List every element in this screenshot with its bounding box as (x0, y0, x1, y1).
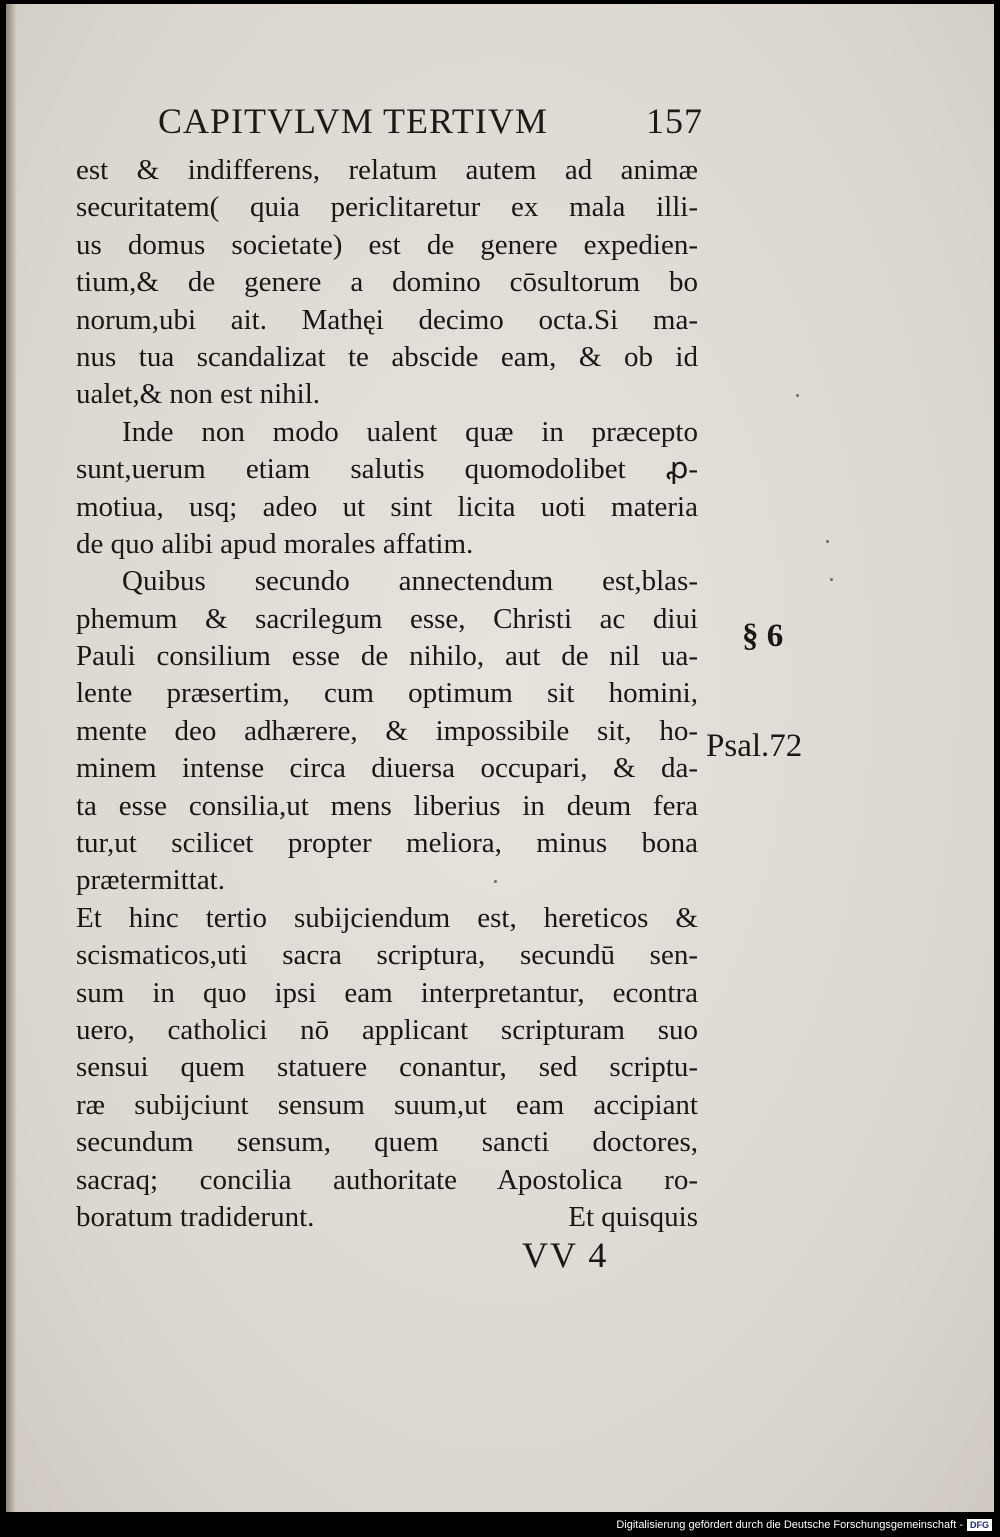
last-line (76, 1199, 698, 1236)
text-line: de quo alibi apud morales affatim. (76, 527, 474, 560)
text-line-end: boratum tradiderunt. (76, 1200, 315, 1233)
text-line: ræ subijciunt sensum suum,ut eam accipiant (76, 1088, 698, 1121)
text-line: lente præsertim, cum optimum sit homini, (76, 677, 698, 710)
text-line: ta esse consilia,ut mens liberius in deum fera (76, 789, 698, 822)
paragraph-first-line: Inde non modo ualent quæ in præcepto (122, 415, 698, 448)
digitization-footer (616, 1516, 992, 1534)
text-line: sacraq; concilia authoritate Apostolica ro- (76, 1163, 698, 1196)
chapter-heading: CAPITVLVM TERTIVM (158, 101, 548, 141)
main-text-block (76, 152, 698, 1236)
text-line: sensui quem statuere conantur, sed scriptu- (76, 1051, 698, 1084)
folio-number: 157 (646, 101, 703, 141)
catchword: Et quisquis (568, 1200, 698, 1233)
paper-speck (830, 578, 833, 581)
running-head (158, 100, 703, 142)
text-line: uero, catholici nō applicant scripturam suo (76, 1013, 698, 1046)
text-line: secundum sensum, quem sancti doctores, (76, 1126, 698, 1159)
text-line: mente deo adhærere, & impossibile sit, ho- (76, 714, 698, 747)
text-line: phemum & sacrilegum esse, Christi ac diui (76, 602, 698, 635)
text-line: sunt,uerum etiam salutis quomodolibet ꝓ- (76, 453, 698, 486)
dfg-logo-icon: DFG (967, 1519, 992, 1531)
text-line: est & indifferens, relatum autem ad animæ (76, 154, 698, 186)
text-line: motiua, usq; adeo ut sint licita uoti materia (76, 490, 698, 523)
text-line: sum in quo ipsi eam interpretantur, econtra (76, 976, 698, 1009)
page-binding-edge (6, 4, 16, 1512)
text-line: tium,& de genere a domino cōsultorum bo (76, 266, 698, 299)
footer-credit: Digitalisierung gefördert durch die Deutsche Forschungsgemeinschaft - (616, 1519, 963, 1531)
text-line: Pauli consilium esse de nihilo, aut de nil ua- (76, 640, 698, 673)
marginal-note-section: § 6 (742, 618, 784, 654)
signature-mark: VV 4 (522, 1235, 609, 1275)
text-line: securitatem( quia periclitaretur ex mala illi- (76, 191, 698, 224)
paper-speck (826, 540, 829, 543)
text-line: norum,ubi ait. Mathęi decimo octa.Si ma- (76, 303, 698, 336)
text-line: us domus societate) est de genere expedien- (76, 228, 698, 261)
paragraph-first-line: Quibus secundo annectendum est,blas- (122, 565, 698, 598)
text-line: tur,ut scilicet propter meliora, minus bona (76, 827, 698, 860)
text-line: prætermittat. (76, 864, 225, 897)
text-line: nus tua scandalizat te abscide eam, & ob id (76, 340, 698, 373)
paragraph-first-line: Et hinc tertio subijciendum est, hereticos & (76, 901, 698, 934)
marginal-note-psalm: Psal.72 (706, 728, 803, 764)
text-line: ualet,& non est nihil. (76, 378, 321, 411)
text-line: minem intense circa diuersa occupari, & da- (76, 752, 698, 785)
text-line: scismaticos,uti sacra scriptura, secundū sen- (76, 939, 698, 972)
paper-speck (796, 394, 799, 397)
